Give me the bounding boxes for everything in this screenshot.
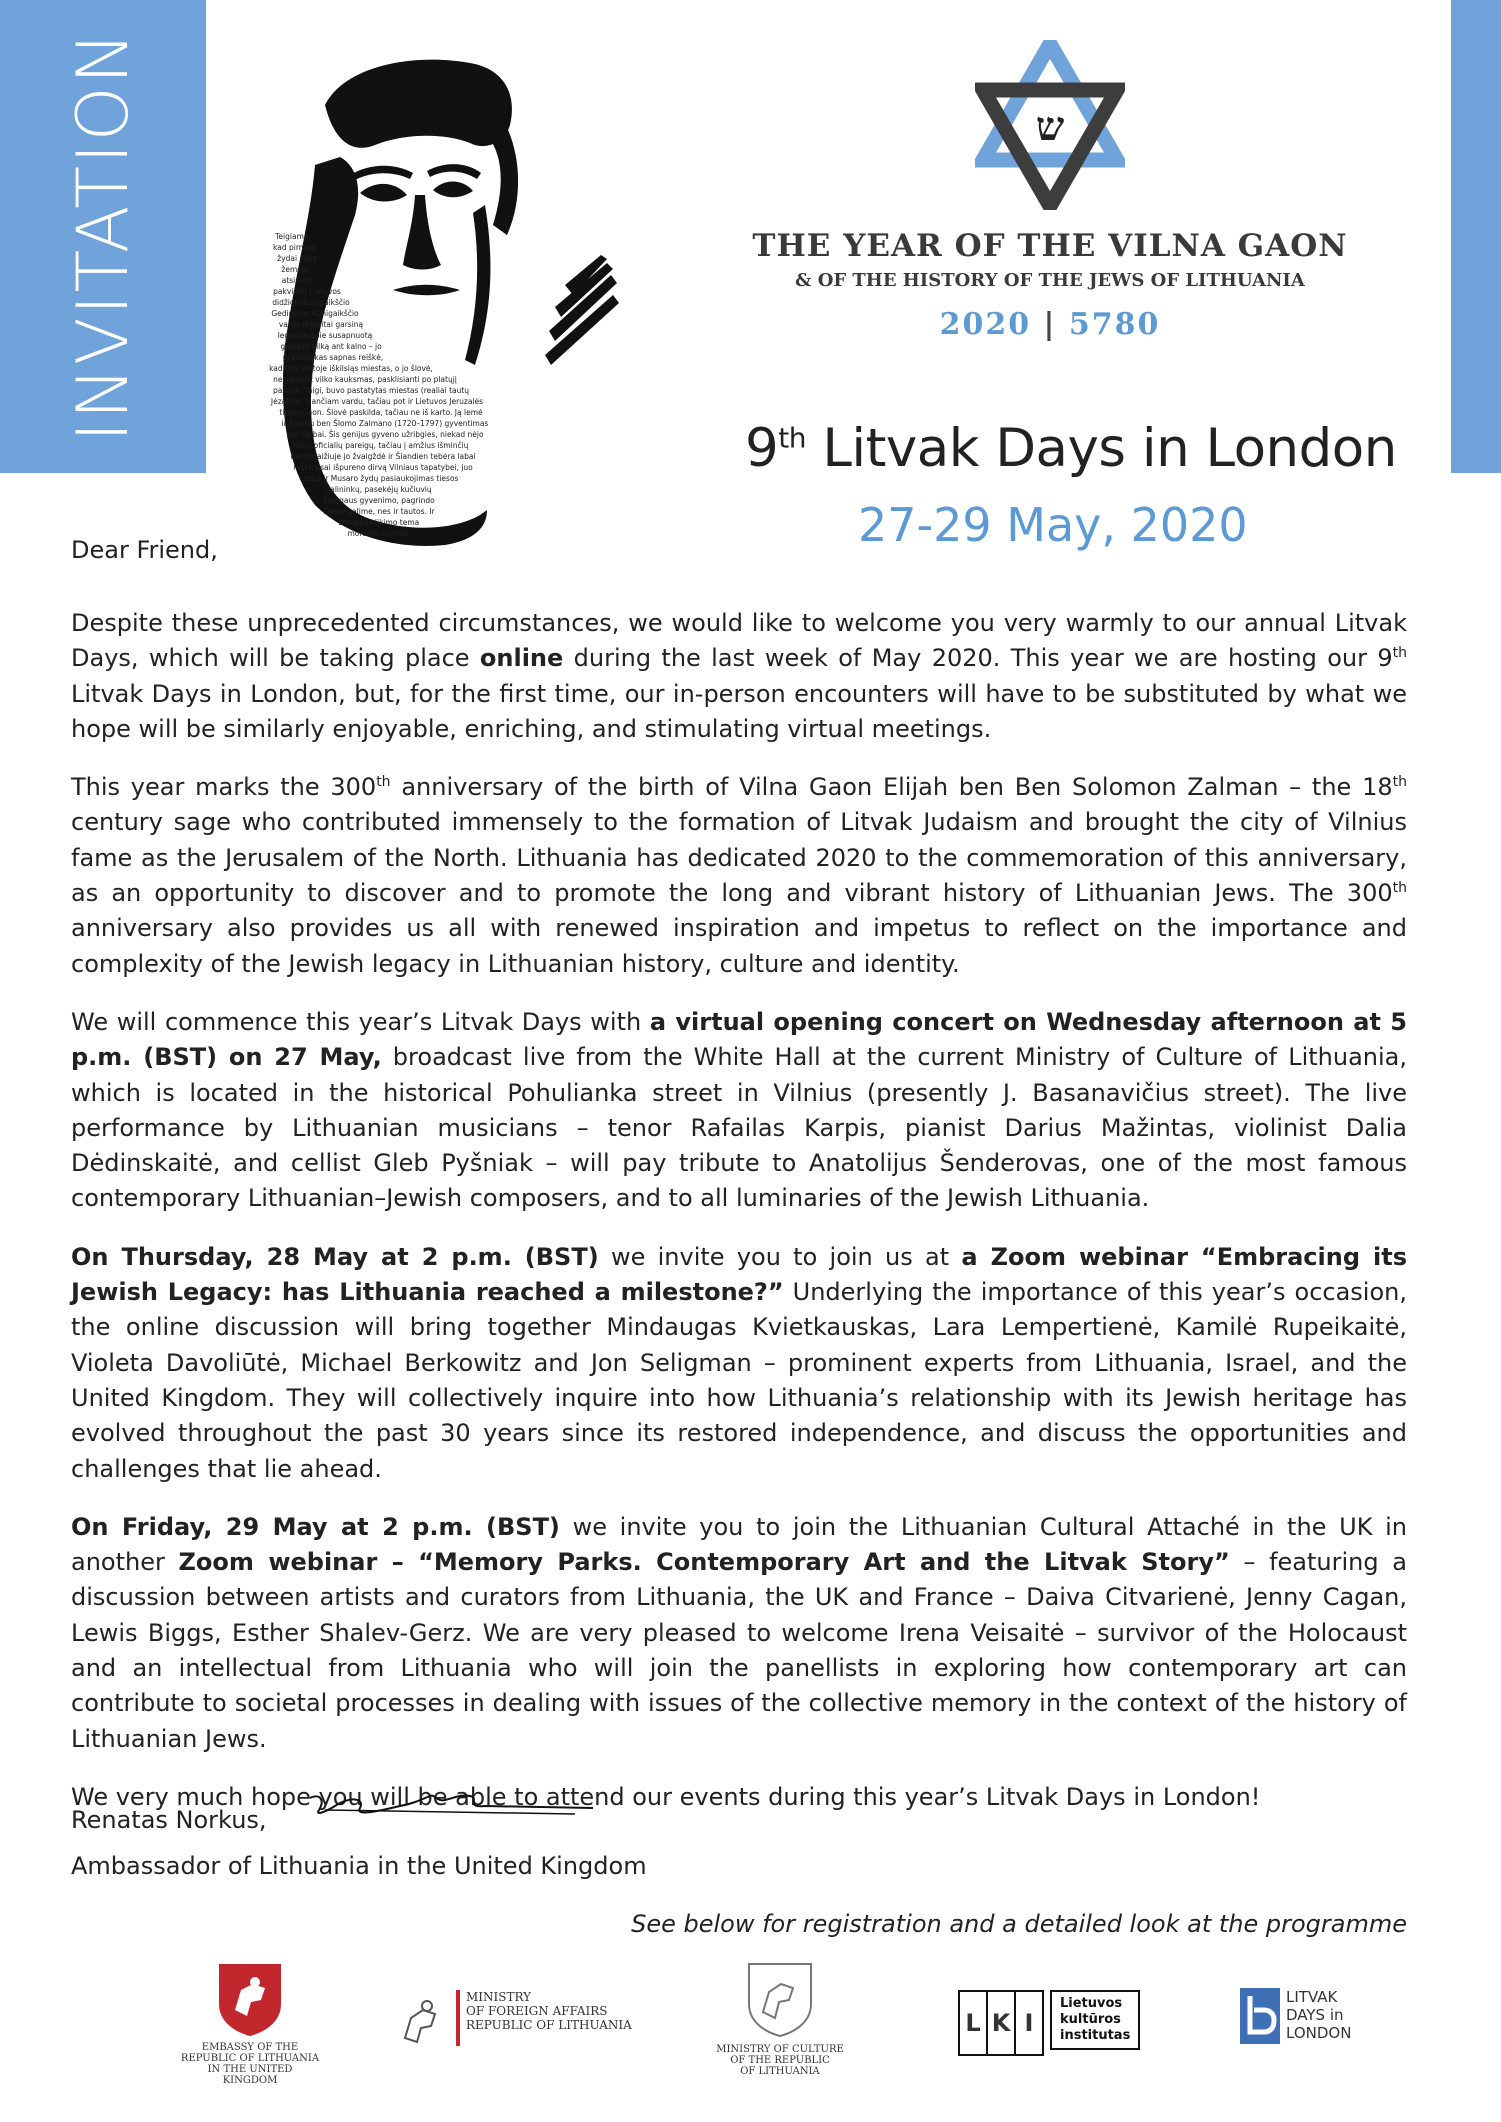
event-name: Litvak Days in London [822,418,1397,479]
lki-logo [958,1990,1148,2056]
portrait-text-line: vardą išskaitai garsiną [278,320,364,329]
lki-line: Lietuvos [1060,1996,1123,2011]
ordinal-suffix: th [1392,880,1407,897]
text-run: century sage who contributed immensely to the formation of Litvak Judaism and brought the city of Vilnius fame as the Jerusalem of the North. Lithuania has dedicated 2020 to the commemoration of this anniversary, as an opportunity to discover and to promote the long and vibrant history of Lithuanian Jews. The 300 [71,808,1407,908]
text-webinar-title: Zoom webinar – “Memory Parks. Contemporary Art and the Litvak Story” [178,1548,1230,1577]
text-online-emphasis: online [479,644,564,673]
paragraph-concert [71,1005,1407,1217]
portrait-text-line: titulu)Gaon. Šlovė paskilda, tačiau ne iš karto. Ją lemė [279,408,483,417]
handwritten-signature [305,1788,595,1824]
text-run: we invite you to join the Lithuanian Cultural Attaché in the UK in another [71,1512,1407,1577]
culture-caption [715,2044,845,2077]
signer-title: Ambassador of Lithuania in the United Kingdom [71,1852,647,1880]
mfa-line: MINISTRY [466,1990,532,2004]
text-run: during the last week of May 2020. This year we are hosting our 9 [563,644,1393,673]
year-gregorian: 2020 [939,307,1032,342]
year-hebrew: 5780 [1068,307,1161,342]
portrait-text-line: kad toje vietoje iškilsiąs miestas, o jo šlovė, [269,364,433,373]
portrait-text-line: legendą apie susapnuotą [277,331,373,340]
portrait-text-line: bei darbai. Šis genijus gyveno užribgies, niekad nėjo [286,430,484,439]
embassy-logo [180,1960,320,2086]
paragraph-anniversary [71,770,1407,982]
culture-vytis-icon [745,1960,815,2040]
portrait-text-line: dangoraižiuje jo žvaigždė ir Šiandien tebėra labai [290,452,476,461]
portrait-text-line: Gedimino. Kunigaikščio [271,309,359,318]
text-run: Despite these unprecedented circumstances, we would like to welcome you very warmly to our annual Litvak Days, which will be taking place [71,609,1407,673]
embassy-caption [180,2042,320,2086]
portrait-text-line: pasaulį. Taigi, buvo pastatytas miestas (realiai tautų [272,386,470,395]
text-run: Litvak Days in London, but, for the first time, our in-person encounters will have to be substituted by what we hope will be similarly enjoyable, enriching, and stimulating virtual meetings. [71,679,1407,743]
lki-letters [958,1990,1044,2056]
portrait-brows [350,164,481,181]
portrait-text-line: nelyginant vilko kauksmas, pasklisianti po platųjį [273,375,457,384]
event-ordinal: th [778,421,806,455]
caption-line: MINISTRY OF CULTURE [716,2044,844,2055]
mfa-logo [395,1990,635,2050]
text-thursday-date: On Thursday, 28 May at 2 p.m. (BST) [71,1242,599,1271]
litvak-line: LONDON [1286,2024,1352,2042]
portrait-text-line: šalininkų, pasekėjų kučiuvių [326,485,432,494]
portrait-text-line: ryški. Jisai išpureno dirvą Vilniaus tapatybei, juo [293,463,473,472]
vilna-gaon-star-logo [975,40,1125,210]
portrait-text-line: Dievo galime, nes ir tautos. Ir [323,507,435,516]
year-title: THE YEAR OF THE VILNA GAON [752,228,1348,264]
text-run: – featuring a discussion between artists and curators from Lithuania, the UK and France – Daiva Citvarienė, Jenny Cagan, Lewis Biggs, Esther Shalev-Gerz. We are very pleased to welcome Irena Veisaitė – survivor of the Holocaust and an intellectual from Lithuania who will join the panellists in exploring how contemporary art can contribute to societal processes in dealing with issues of the collective memory in the context of the history of Lithuanian Jews. [71,1548,1408,1753]
right-accent-band [1451,0,1501,473]
text-run: we invite you to join us at [598,1242,962,1271]
portrait-text-line: žmogaus gyvenimo, pagrindo [323,496,435,505]
portrait-text-line: Jėzalėje, tilančiam vardu, tačiau pot ir Lietuvos Jeruzalės [270,397,484,406]
caption-line: IN THE UNITED KINGDOM [207,2064,293,2086]
caption-line: OF LITHUANIA [740,2066,820,2077]
partner-logos [0,1960,1501,2110]
portrait-right-cheek [465,205,490,365]
text-run: anniversary of the birth of Vilna Gaon Elijah ben Ben Solomon Zalman – the 18 [390,773,1393,802]
portrait-text-line: geležinį vilką ant kalno – jo [280,342,382,351]
portrait-quill [545,255,619,365]
year-subtitle: & OF THE HISTORY OF THE JEWS OF LITHUANIA [795,270,1305,291]
text-run: This year marks the 300 [71,773,377,802]
portrait-text-line: ir Elijahu ben Šlomo Zalmano (1720–1797) gyventimas [281,419,489,428]
portrait-text-line: Teigiama, [275,232,311,241]
portrait-right-eye [433,181,473,197]
year-title-block [700,228,1400,342]
lki-line: kultūros [1060,2012,1121,2027]
text-run: We will commence this year’s Litvak Days with [71,1007,650,1036]
portrait-text-line: seka ir Musaro žydų pasiaukojimas tiesos [303,474,459,483]
ordinal-suffix: th [1392,645,1408,662]
mfa-line: OF FOREIGN AFFAIRS [466,2004,608,2018]
lki-letter: I [1024,2009,1034,2037]
invitation-band [0,0,206,473]
mfa-text [466,1990,632,2032]
event-number: 9 [745,418,779,479]
portrait-cap [325,60,512,148]
caption-line: REPUBLIC OF LITHUANIA [180,2053,320,2064]
mfa-divider [456,1990,460,2046]
portrait-text-line: žmogaus likimo tema [338,518,420,527]
portrait-side-hair [487,115,518,235]
portrait-text-line: žemėje [281,265,309,274]
portrait-text-line: kad pirmieji [273,243,317,252]
ordinal-suffix: th [1392,774,1407,791]
letter-body [71,606,1407,1838]
text-run: broadcast live from the White Hall at the current Ministry of Culture of Lithuania, which is located in the historical Pohulianka street in Vilnius (presently J. Basanavičius street). The live performance by Lithuanian musicians – tenor Rafailas Karpis, pianist Darius Mažintas, violinist Dalia Dėdinskaitė, and cellist Gleb Pyšniak – will pay tribute to Anatolijus Šenderovas, one of the most famous contemporary Lithuanian–Jewish composers, and to all luminaries of the Jewish Lithuania. [71,1043,1407,1213]
litvak-line: LITVAK [1286,1988,1338,2006]
portrait-left-eye [360,184,407,202]
portrait-text-line: jokių oficialių pareigų, tačiau į amžius išminčių [293,441,469,450]
text-webinar-title: a Zoom webinar “Embracing its Jewish Legacy: has Lithuania reached a milestone?” [71,1242,1407,1307]
embassy-coat-of-arms-icon [215,1960,285,2038]
litvak-days-text [1286,1988,1351,2042]
litvak-line: DAYS in [1286,2006,1344,2024]
paragraph-friday-webinar [71,1510,1407,1757]
paragraph-closing: We very much hope you will be able to attend our events during this year’s Litvak Days in London! [71,1782,1261,1811]
invitation-label: INVITATION [62,29,144,443]
event-dates: 27-29 May, 2020 [858,498,1248,552]
caption-line: EMBASSY OF THE [201,2042,299,2053]
see-below-note: See below for registration and a detailed look at the programme [631,1910,1407,1938]
lki-letter: L [960,1992,988,2054]
paragraph-welcome [71,606,1407,747]
ordinal-suffix: th [376,774,391,791]
text-run: Underlying the importance of this year’s occasion, the online discussion will bring together Mindaugas Kvietkauskas, Lara Lempertienė, Kamilė Rupeikaitė, Violeta Davoliūtė, Michael Berkowitz and Jon Seligman – prominent experts from Lithuania, Israel, and the United Kingdom. They will collectively inquire into how Lithuania’s relationship with its Jewish heritage has evolved throughout the past 30 years since its restored independence, and discuss the opportunities and challenges that lie ahead. [71,1278,1407,1483]
lki-text [1050,1990,1140,2050]
text-concert-emphasis: a virtual opening concert on Wednesday afternoon at 5 p.m. (BST) on 27 May, [71,1007,1407,1072]
year-separator: | [1043,307,1057,342]
culture-ministry-logo [715,1960,845,2077]
portrait-text-line: atsirado [281,276,313,285]
litvak-days-icon [1240,1988,1280,2044]
portrait-text-line: žydai šioje [277,254,317,263]
year-dates [700,307,1400,342]
portrait-text-line: didžiojo kunigaikščio [272,298,350,307]
signer-name: Renatas Norkus, [71,1806,267,1834]
portrait-text-line: pranašiškas sapnas reiškė, [282,353,384,362]
portrait-text-line: moralės normos. [347,529,411,538]
caption-line: OF THE REPUBLIC [730,2055,830,2066]
text-friday-date: On Friday, 29 May at 2 p.m. (BST) [71,1512,560,1541]
lki-letter: K [988,1992,1016,2054]
mfa-vytis-icon [395,1990,450,2050]
paragraph-thursday-webinar [71,1240,1407,1487]
event-title [745,418,1397,479]
text-run: anniversary also provides us all with renewed inspiration and impetus to reflect on the importance and complexity of the Jewish legacy in Lithuanian history, culture and identity. [71,914,1407,978]
vilna-gaon-portrait [255,45,635,565]
portrait-nose [403,195,441,270]
lki-line: institutas [1060,2028,1131,2043]
portrait-text-line: pakviesti Lietuvos [273,287,341,296]
mfa-line: REPUBLIC OF LITHUANIA [466,2018,632,2032]
portrait-mouth [393,285,460,296]
shin-letter: ש [1035,103,1065,150]
litvak-days-logo [1240,1988,1390,2044]
salutation: Dear Friend, [71,536,218,564]
